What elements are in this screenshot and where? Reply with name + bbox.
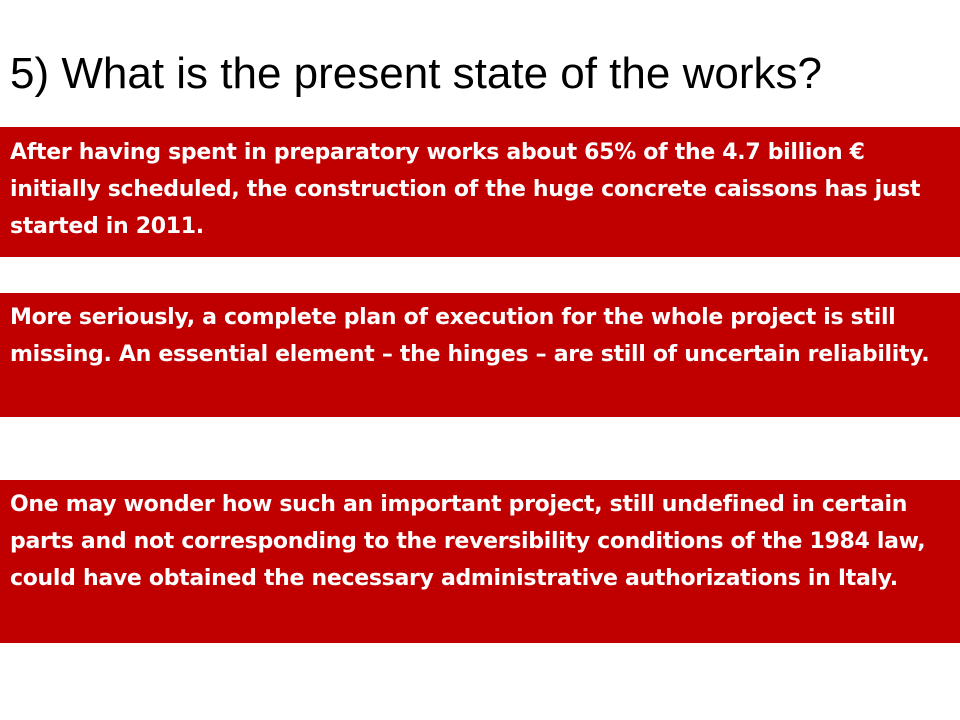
slide-title: 5) What is the present state of the works?	[10, 49, 822, 98]
paragraph-execution-plan: More seriously, a complete plan of execution for the whole project is still missing. An essential element – the hinges – are still of uncertain reliability.	[10, 305, 930, 367]
paragraph-authorizations: One may wonder how such an important project, still undefined in certain parts and not corresponding to the reversibility conditions of the 1984 law, could have obtained the necessary administrative authorizations in Italy.	[10, 492, 926, 591]
text-box-execution-plan	[0, 293, 960, 417]
paragraph-preparatory-works: After having spent in preparatory works about 65% of the 4.7 billion € initially scheduled, the construction of the huge concrete caissons has just started in 2011.	[10, 140, 921, 239]
text-box-preparatory-works	[0, 127, 960, 257]
text-box-authorizations	[0, 480, 960, 643]
